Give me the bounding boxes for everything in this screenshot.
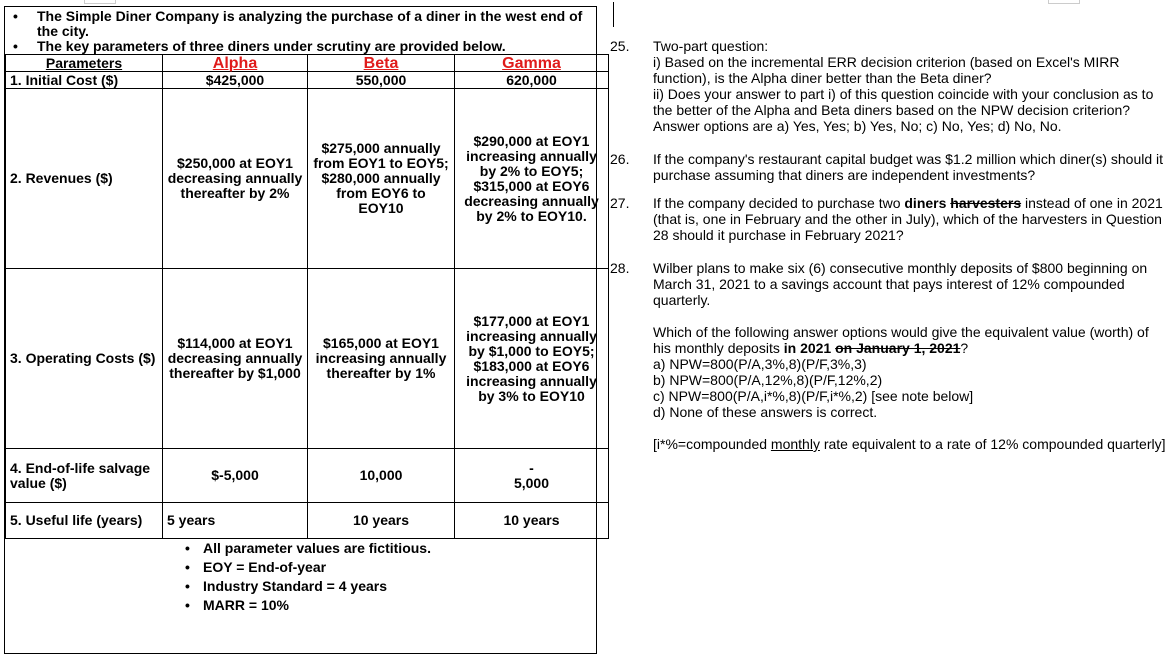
row-label: 2. Revenues ($) [6, 89, 163, 269]
gamma-dash: - [529, 459, 534, 476]
alpha-cell: $-5,000 [163, 449, 308, 503]
intro-bullet: • The Simple Diner Company is analyzing the purchase of a diner in the west end of the city. [13, 9, 592, 39]
note-item: • EOY = End-of-year [185, 559, 327, 575]
answer-option-a: a) NPW=800(P/A,3%,8)(P/F,3%,3) [653, 356, 867, 372]
question-number: 27. [610, 195, 630, 211]
header-parameters: Parameters [45, 54, 123, 71]
row-label: 3. Operating Costs ($) [6, 269, 163, 449]
alpha-cell: $250,000 at EOY1 decreasing annually thereafter by 2% [163, 89, 308, 269]
gamma-cell: 620,000 [455, 72, 609, 89]
alpha-cell: 5 years [163, 503, 308, 539]
intro-bullet-2: The key parameters of three diners under scrutiny are provided below. [37, 38, 506, 54]
question-28: 28. Wilber plans to make six (6) consecutive monthly deposits of $800 beginning on March 31, 2021 to a savings account that pays interest of 12% compounded quarterly. Which of the following answer options would give the equivalent value (worth) of his monthly deposits in 2021 on January 1, 2021? a) NPW=800(P/A,3%,8)(P/F,3%,3) b) NPW=800(P/A,12%,8)(P/F,12%,2) c) NPW=800(P/A,i*%,8)(P/F,i*%,2) [see note below] d) None of these answers is correct. [i*%=compounded monthly rate equivalent to a rate of 12% compounded quarterly] [610, 260, 1170, 452]
gamma-cell: 10 years [455, 503, 609, 539]
gamma-salvage: 5,000 [513, 474, 550, 491]
gamma-cell: $177,000 at EOY1 increasing annually by $1,000 to EOY5; $183,000 at EOY6 increasing annually by 3% to EOY10 [455, 269, 609, 449]
questions-panel [610, 38, 1170, 469]
note-item: • All parameter values are fictitious. [185, 540, 431, 556]
beta-cell: $165,000 at EOY1 increasing annually thereafter by 1% [308, 269, 455, 449]
intro-bullet-1: The Simple Diner Company is analyzing the purchase of a diner in the west end of the city. [37, 8, 583, 39]
header-beta: Beta [363, 54, 399, 72]
header-alpha: Alpha [212, 54, 258, 72]
header-gamma: Gamma [502, 54, 561, 72]
question-number: 28. [610, 260, 630, 276]
alpha-cell: $114,000 at EOY1 decreasing annually thereafter by $1,000 [163, 269, 308, 449]
beta-cell: $275,000 annually from EOY1 to EOY5; $280,000 annually from EOY6 to EOY10 [308, 89, 455, 269]
question-25: 25. Two-part question: i) Based on the incremental ERR decision criterion (based on Excel's MIRR function), is the Alpha diner better than the Beta diner? ii) Does your answer to part i) of this question coincide with your conclusion as to the better of the Alpha and Beta diners based on the NPW decision criterion? Answer options are a) Yes, Yes; b) Yes, No; c) No, Yes; d) No, No. [610, 38, 1154, 134]
table-row [6, 449, 609, 503]
answer-option-d: d) None of these answers is correct. [653, 404, 878, 420]
question-26: 26. If the company's restaurant capital budget was $1.2 million which diner(s) should it purchase assuming that diners are independent investments? [610, 151, 1164, 183]
table-row [6, 503, 609, 539]
gamma-cell: $290,000 at EOY1 increasing annually by 2% to EOY5; $315,000 at EOY6 decreasing annually by 2% to EOY10. [455, 89, 609, 269]
answer-option-c: c) NPW=800(P/A,i*%,8)(P/F,i*%,2) [see note below] [653, 388, 974, 404]
note-item: • Industry Standard = 4 years [185, 578, 388, 594]
table-row [6, 72, 609, 89]
row-label: 5. Useful life (years) [6, 503, 163, 539]
question-27: 27. If the company decided to purchase two diners harvesters instead of one in 2021 (that is, one in February and the other in July), which of the harvesters in Question 28 should it purchase in February 2021? [610, 195, 1163, 243]
parameters-table [5, 54, 609, 539]
beta-cell: 10 years [308, 503, 455, 539]
row-label: 4. End-of-life salvage value ($) [6, 449, 163, 503]
alpha-cell: $425,000 [163, 72, 308, 89]
answer-option-b: b) NPW=800(P/A,12%,8)(P/F,12%,2) [653, 372, 883, 388]
table-row [6, 89, 609, 269]
row-label: 1. Initial Cost ($) [6, 72, 163, 89]
beta-cell: 550,000 [308, 72, 455, 89]
table-header-row [6, 55, 609, 72]
intro-bullets [5, 7, 596, 54]
gamma-cell [455, 449, 609, 503]
rate-note: [i*%=compounded monthly rate equivalent to a rate of 12% compounded quarterly] [653, 436, 1166, 452]
top-tab-right [1048, 0, 1080, 4]
question-number: 25. [610, 38, 630, 54]
beta-cell: 10,000 [308, 449, 455, 503]
top-tab-left [84, 0, 116, 4]
intro-bullet: • The key parameters of three diners under scrutiny are provided below. [13, 38, 506, 54]
notes-list [5, 539, 596, 615]
text-cursor [613, 2, 614, 27]
diner-parameters-panel [4, 6, 597, 654]
question-number: 26. [610, 151, 630, 167]
table-row [6, 269, 609, 449]
note-item: • MARR = 10% [185, 597, 289, 613]
